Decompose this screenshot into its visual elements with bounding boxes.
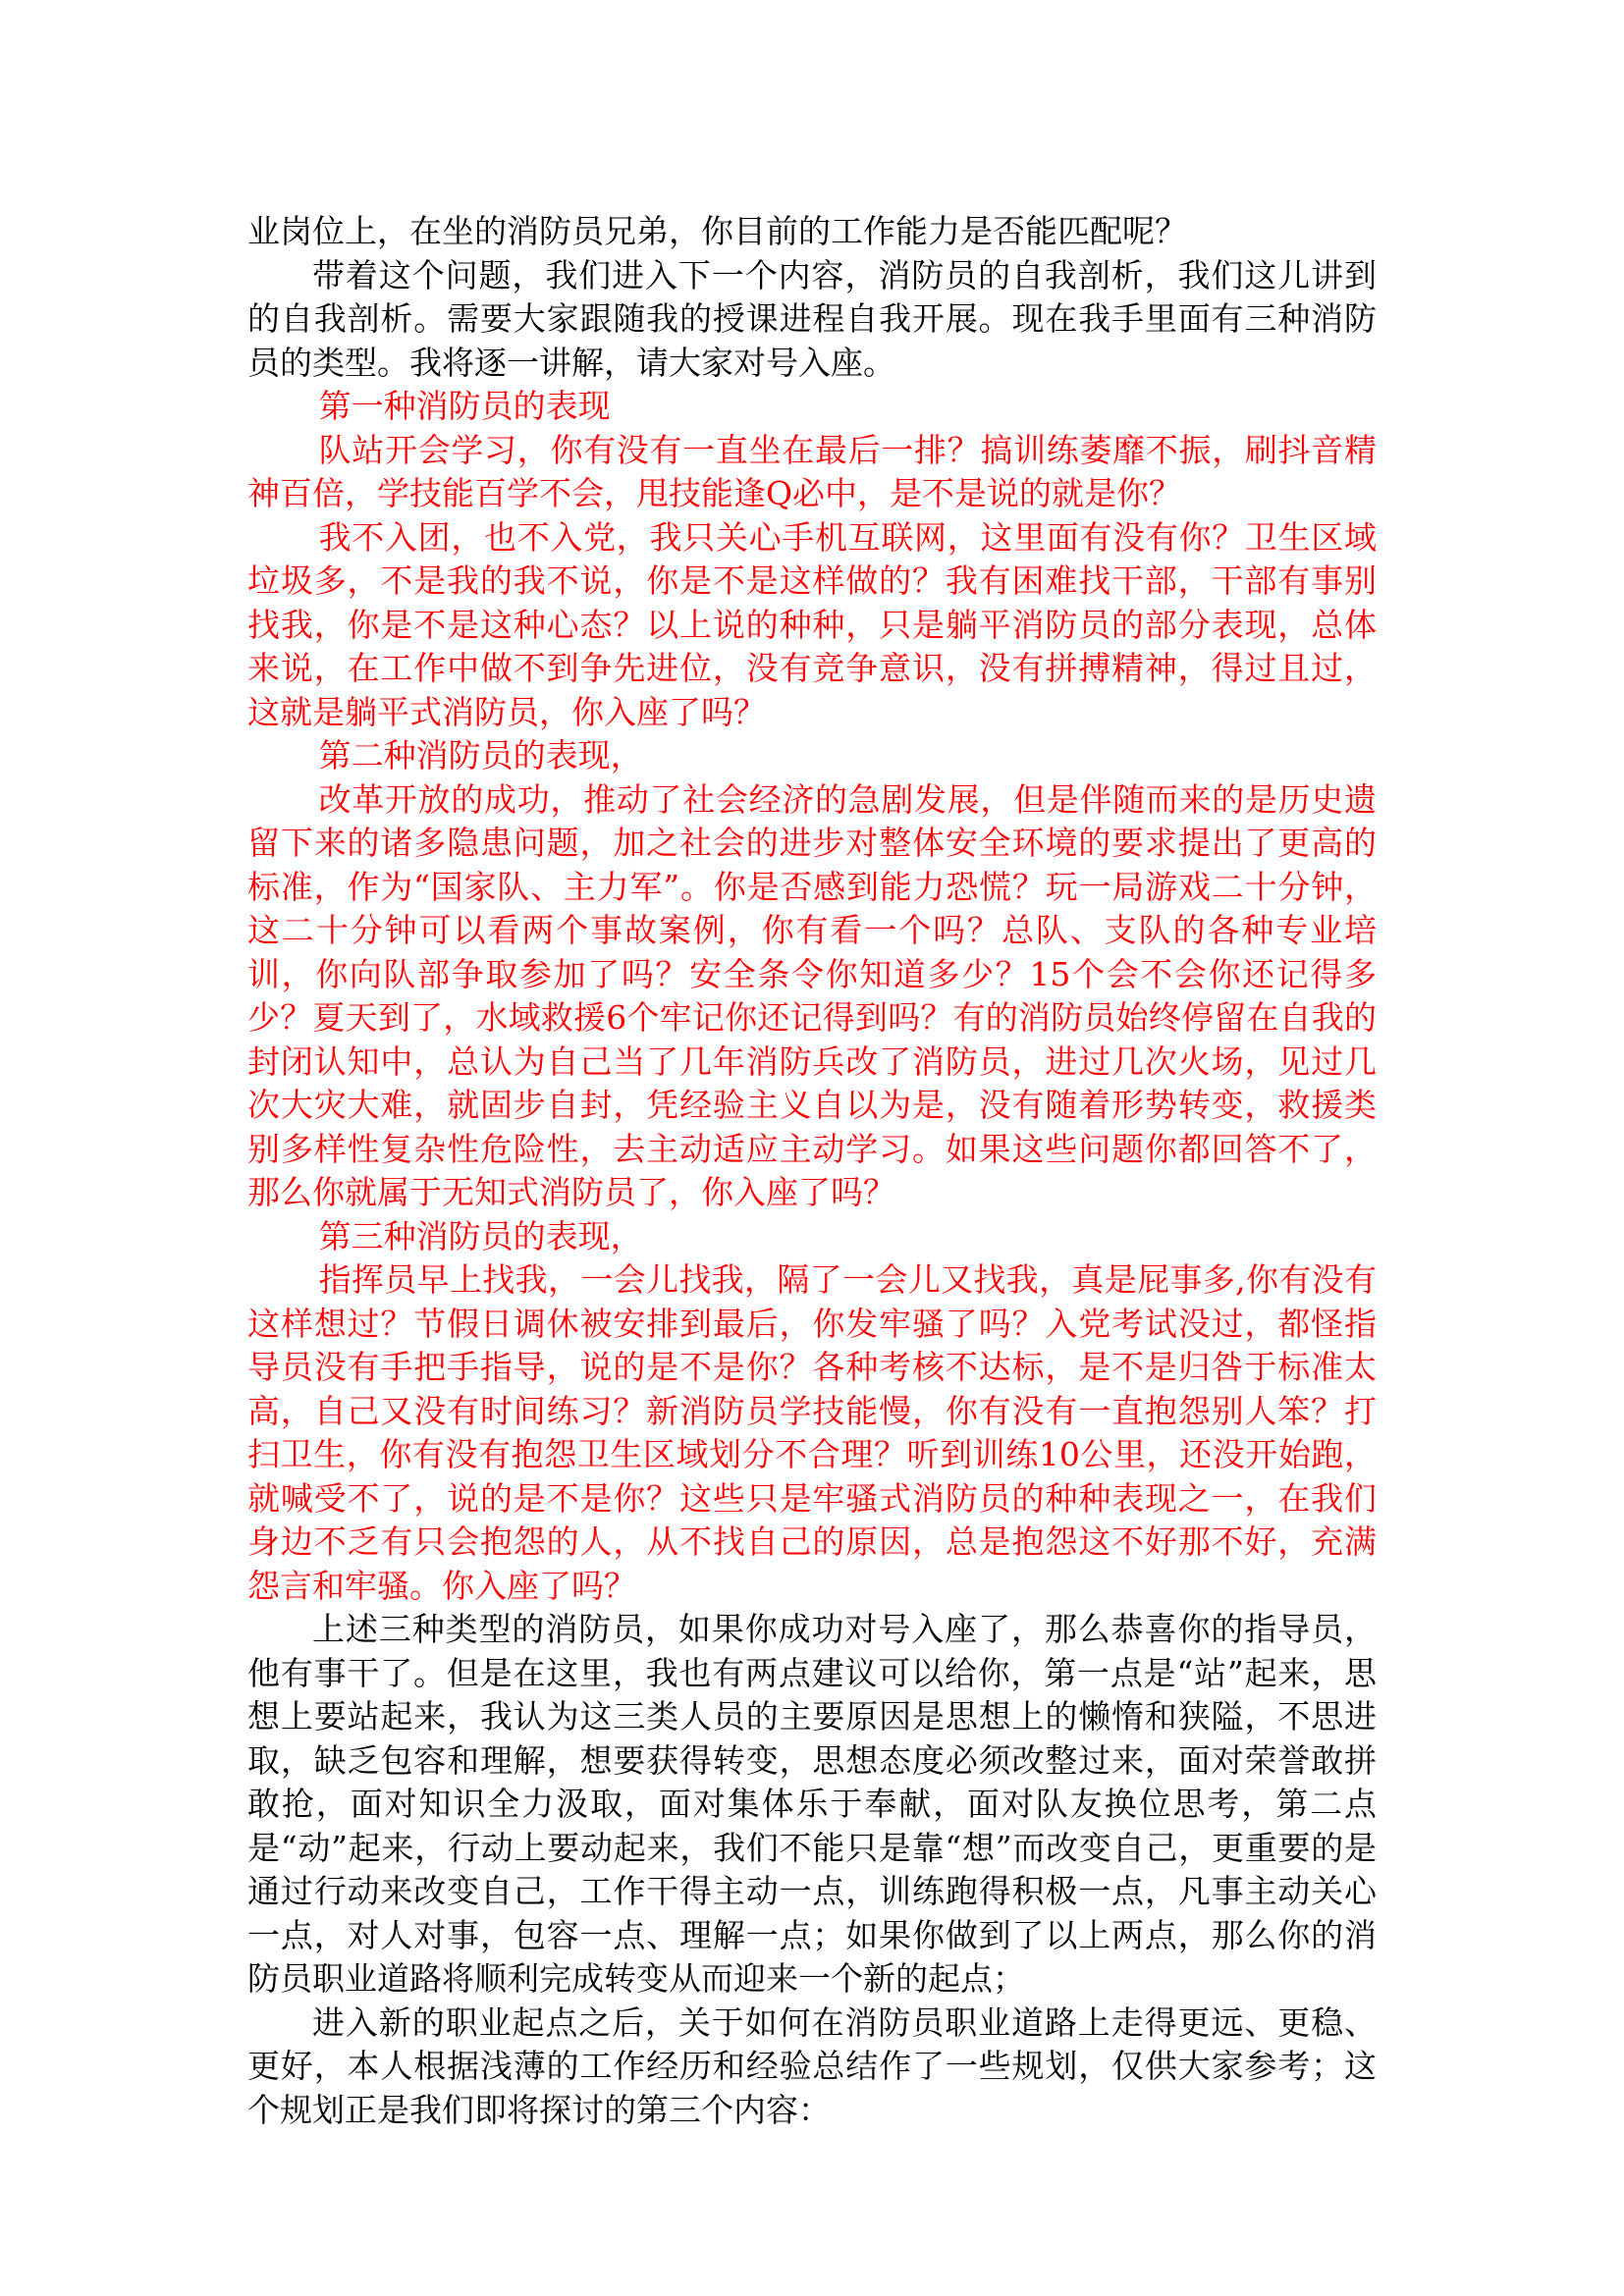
paragraph-career-planning: 进入新的职业起点之后，关于如何在消防员职业道路上走得更远、更稳、更好，本人根据浅薄的工作经历和经验总结作了一些规划，仅供大家参考；这个规划正是我们即将探讨的第三个内容： (247, 2002, 1377, 2129)
paragraph-type-one-a: 队站开会学习，你有没有一直坐在最后一排？搞训练萎靡不振，刷抖音精神百倍，学技能百学不会，甩技能逢Q必中，是不是说的就是你？ (247, 430, 1377, 512)
paragraph-intro-continuation: 业岗位上，在坐的消防员兄弟，你目前的工作能力是否能匹配呢？ (247, 212, 1187, 250)
paragraph-suggestions: 上述三种类型的消防员，如果你成功对号入座了，那么恭喜你的指导员，他有事干了。但是在这里，我也有两点建议可以给你，第一点是“站”起来，思想上要站起来，我认为这三类人员的主要原因是思想上的懒惰和狭隘，不思进取，缺乏包容和理解，想要获得转变，思想态度必须改整过来，面对荣誉敢拼敢抢，面对知识全力汲取，面对集体乐于奉献，面对队友换位思考，第二点是“动”起来，行动上要动起来，我们不能只是靠“想”而改变自己，更重要的是通过行动来改变自己，工作干得主动一点，训练跑得积极一点，凡事主动关心一点，对人对事，包容一点、理解一点；如果你做到了以上两点，那么你的消防员职业道路将顺利完成转变从而迎来一个新的起点； (247, 1610, 1377, 1998)
paragraph-type-three: 指挥员早上找我，一会儿找我，隔了一会儿又找我，真是屁事多,你有没有这样想过？节假日调休被安排到最后，你发牢骚了吗？入党考试没过，都怪指导员没有手把手指导，说的是不是你？各种考核不达标，是不是归咎于标准太高，自己又没有时间练习？新消防员学技能慢，你有没有一直抱怨别人笨？打扫卫生，你有没有抱怨卫生区域划分不合理？听到训练10公里，还没开始跑，就喊受不了，说的是不是你？这些只是牢骚式消防员的种种表现之一，在我们身边不乏有只会抱怨的人，从不找自己的原因，总是抱怨这不好那不好，充满怨言和牢骚。你入座了吗？ (247, 1260, 1377, 1605)
heading-type-two: 第二种消防员的表现， (318, 736, 643, 774)
paragraph-type-one-b: 我不入团，也不入党，我只关心手机互联网，这里面有没有你？卫生区域垃圾多，不是我的我不说，你是不是这样做的？我有困难找干部，干部有事别找我，你是不是这种心态？以上说的种种，只是躺平消防员的部分表现，总体来说，在工作中做不到争先进位，没有竞争意识，没有拼搏精神，得过且过，这就是躺平式消防员，你入座了吗？ (247, 517, 1377, 731)
paragraph-self-analysis-intro: 带着这个问题，我们进入下一个内容，消防员的自我剖析，我们这儿讲到的自我剖析。需要大家跟随我的授课进程自我开展。现在我手里面有三种消防员的类型。我将逐一讲解，请大家对号入座。 (247, 255, 1377, 382)
heading-type-one: 第一种消防员的表现 (318, 387, 611, 425)
paragraph-type-two: 改革开放的成功，推动了社会经济的急剧发展，但是伴随而来的是历史遗留下来的诸多隐患问题，加之社会的进步对整体安全环境的要求提出了更高的标准，作为“国家队、主力军”。你是否感到能力恐慌？玩一局游戏二十分钟，这二十分钟可以看两个事故案例，你有看一个吗？总队、支队的各种专业培训，你向队部争取参加了吗？安全条令你知道多少？15个会不会你还记得多少？夏天到了，水域救援6个牢记你还记得到吗？有的消防员始终停留在自我的封闭认知中，总认为自己当了几年消防兵改了消防员，进过几次火场，见过几次大灾大难，就固步自封，凭经验主义自以为是，没有随着形势转变，救援类别多样性复杂性危险性，去主动适应主动学习。如果这些问题你都回答不了，那么你就属于无知式消防员了，你入座了吗？ (247, 779, 1377, 1211)
heading-type-three: 第三种消防员的表现， (318, 1216, 643, 1255)
document-page (247, 210, 1377, 2132)
